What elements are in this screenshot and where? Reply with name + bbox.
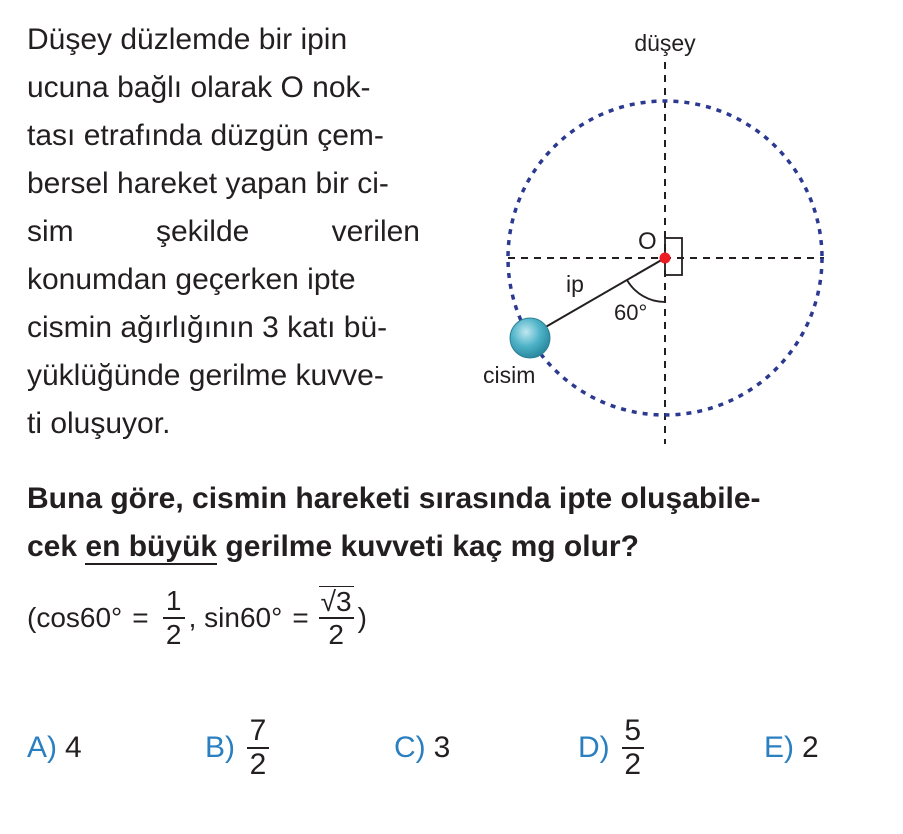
- choice-letter: B): [205, 731, 235, 764]
- choice-a[interactable]: [27, 706, 82, 790]
- paragraph-line-8: yüklüğünde gerilme kuvve-: [27, 359, 384, 392]
- choice-letter: C): [394, 731, 426, 764]
- choice-fraction: [622, 715, 644, 781]
- hint-open: (cos60°: [27, 602, 123, 633]
- choice-value: 2: [802, 731, 819, 764]
- rope-label: ip: [566, 271, 584, 297]
- paragraph-line-4: bersel hareket yapan bir ci-: [27, 167, 389, 200]
- body-label: cisim: [483, 362, 536, 388]
- question-line-2: [27, 530, 639, 564]
- vertical-label: düşey: [634, 30, 696, 56]
- fraction-numerator: 1: [165, 585, 182, 616]
- paragraph-line-2: ucuna bağlı olarak O nok-: [27, 71, 371, 104]
- angle-label: 60°: [614, 300, 648, 325]
- choice-value: 4: [65, 731, 82, 764]
- choice-letter: A): [27, 731, 57, 764]
- paragraph-line-7: cismin ağırlığının 3 katı bü-: [27, 311, 388, 344]
- sin-fraction: [319, 586, 354, 651]
- ball-object: [510, 318, 550, 358]
- fraction-numerator: 7: [249, 714, 267, 747]
- fraction-denominator: 2: [249, 748, 267, 781]
- choice-e[interactable]: [764, 706, 819, 790]
- paragraph-word: verilen: [331, 215, 420, 248]
- hint-close: ): [357, 602, 367, 633]
- center-label: O: [638, 228, 657, 255]
- question-text: cek: [27, 530, 86, 563]
- question-line-1: Buna göre, cismin hareketi sırasında ipte oluşabile-: [27, 482, 761, 515]
- paragraph-word: sim: [27, 215, 74, 248]
- choice-c[interactable]: [394, 706, 450, 790]
- fraction-denominator: 2: [328, 618, 344, 650]
- center-point-dot: [660, 253, 671, 264]
- paragraph-line-6: konumdan geçerken ipte: [27, 263, 356, 296]
- hint-equals: =: [292, 602, 309, 633]
- trig-hint: [27, 578, 367, 658]
- hint-separator: , sin60°: [188, 602, 283, 633]
- question-emphasis: en büyük: [85, 530, 218, 563]
- fraction-numerator: 5: [624, 714, 641, 747]
- choice-d[interactable]: [578, 706, 648, 790]
- choice-letter: E): [764, 731, 794, 764]
- choice-value: 3: [433, 731, 451, 764]
- fraction-denominator: 2: [165, 619, 182, 650]
- paragraph-line-9: ti oluşuyor.: [27, 407, 171, 440]
- paragraph-line-3: tası etrafında düzgün çem-: [27, 119, 384, 152]
- choice-letter: D): [578, 731, 610, 764]
- hint-equals: =: [132, 602, 149, 633]
- paragraph-word: şekilde: [155, 215, 250, 248]
- angle-arc: [627, 280, 665, 302]
- paragraph-line-1: Düşey düzlemde bir ipin: [27, 23, 348, 56]
- choice-fraction: [247, 715, 269, 781]
- choice-b[interactable]: [205, 706, 273, 790]
- fraction-denominator: 2: [624, 748, 641, 781]
- fraction-numerator: √3: [320, 585, 352, 617]
- cos-fraction: [163, 585, 185, 651]
- question-text: gerilme kuvveti kaç mg olur?: [217, 530, 639, 563]
